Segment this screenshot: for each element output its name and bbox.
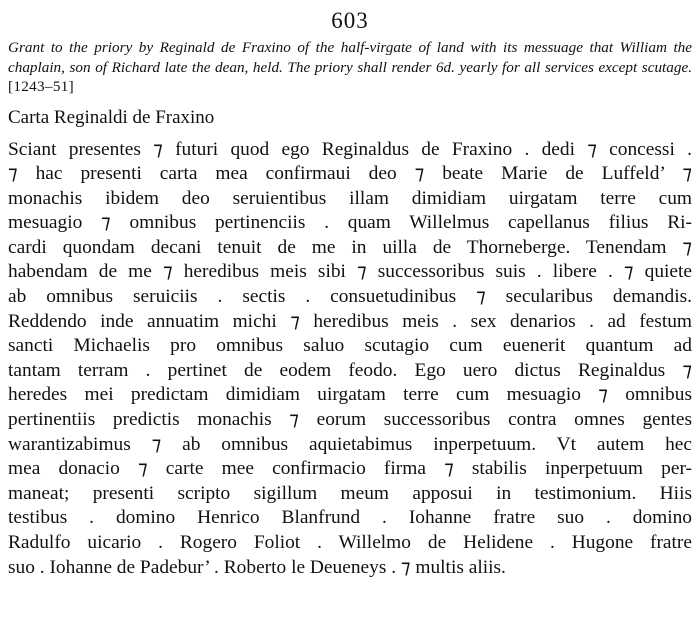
- charter-line: sancti Michaelis pro omnibus saluo scutagio cum euenerit quantum ad: [8, 335, 692, 357]
- charter-line: heredes mei predictam dimidiam uirgatam terre cum mesuagio ⁊ omnibus: [8, 384, 692, 406]
- charter-line: cardi quondam decani tenuit de me in uilla de Thorneberge. Tenendam ⁊: [8, 236, 692, 258]
- charter-body: [8, 138, 692, 581]
- charter-line: Reddendo inde annuatim michi ⁊ heredibus meis . sex denarios . ad festum: [8, 310, 692, 332]
- summary-text: Grant to the priory by Reginald de Fraxino of the half-virgate of land with its messuage that William the chaplain, son of Richard late the dean, held. The priory shall render 6d. yearly for all services except scutage.: [8, 39, 692, 76]
- charter-line: Radulfo uicario . Rogero Foliot . Willelmo de Helidene . Hugone fratre: [8, 532, 692, 553]
- charter-line: Sciant presentes ⁊ futuri quod ego Reginaldus de Fraxino . dedi ⁊ concessi .: [8, 138, 692, 160]
- charter-line: ab omnibus seruiciis . sectis . consuetudinibus ⁊ secularibus demandis.: [8, 286, 692, 308]
- document-page: [8, 6, 692, 580]
- charter-line: testibus . domino Henrico Blanfrund . Iohanne fratre suo . domino: [8, 507, 692, 529]
- charter-line: habendam de me ⁊ heredibus meis sibi ⁊ successoribus suis . libere . ⁊ quiete: [8, 261, 692, 283]
- charter-line: warantizabimus ⁊ ab omnibus aquietabimus inperpetuum. Vt autem hec: [8, 433, 692, 455]
- charter-line: tantam terram . pertinet de eodem feodo. Ego uero dictus Reginaldus ⁊: [8, 359, 692, 381]
- charter-line: pertinentiis predictis monachis ⁊ eorum successoribus contra omnes gentes: [8, 409, 692, 431]
- document-number: 603: [331, 8, 369, 33]
- charter-line: suo . Iohanne de Padebur’ . Roberto le Deueneys . ⁊ multis aliis.: [8, 556, 506, 578]
- charter-line: mea donacio ⁊ carte mee confirmacio firma ⁊ stabilis inperpetuum per-: [8, 458, 692, 480]
- summary-date: [1243–51]: [8, 78, 74, 95]
- document-summary: [8, 38, 692, 97]
- charter-line: maneat; presenti scripto sigillum meum apposui in testimonium. Hiis: [8, 482, 692, 504]
- charter-title: Carta Reginaldi de Fraxino: [8, 106, 215, 128]
- charter-line: ⁊ hac presenti carta mea confirmaui deo ⁊ beate Marie de Luffeld’ ⁊: [8, 163, 692, 185]
- charter-line: monachis ibidem deo seruientibus illam dimidiam uirgatam terre cum: [8, 187, 692, 209]
- charter-line: mesuagio ⁊ omnibus pertinenciis . quam Willelmus capellanus filius Ri-: [8, 212, 692, 234]
